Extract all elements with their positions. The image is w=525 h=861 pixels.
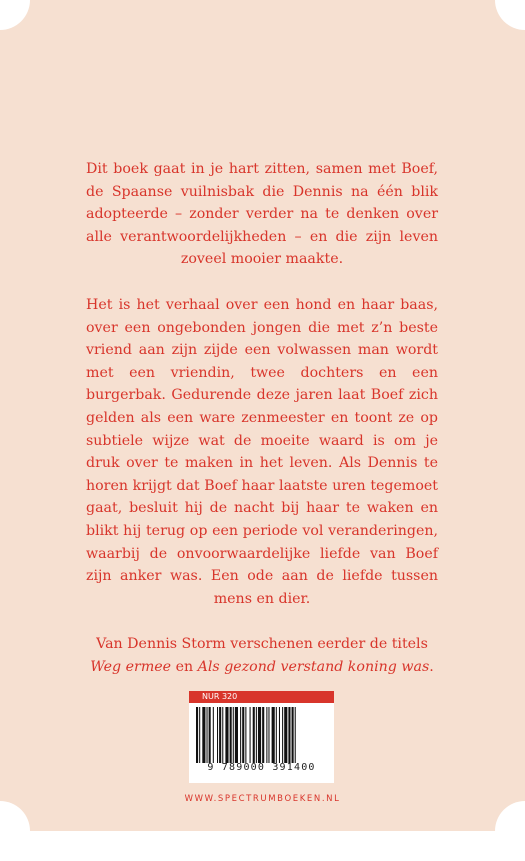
p3-suffix: .: [429, 658, 434, 675]
blurb-text: [86, 158, 438, 701]
book-title-1: Weg ermee: [90, 658, 172, 675]
p3-mid: en: [171, 658, 198, 675]
blurb-paragraph-1: Dit boek gaat in je hart zitten, samen met Boef, de Spaanse vuilnisbak die Dennis na één blik adopteerde – zonder verder na te denken over alle verantwoordelijkheden – en die zijn leven zoveel mooier maakte.: [86, 161, 438, 268]
isbn-digits: 9 789000 391400: [207, 762, 316, 773]
corner-notch: [0, 0, 30, 30]
barcode: [196, 707, 328, 763]
publisher-website: WWW.SPECTRUMBOEKEN.NL: [184, 794, 341, 804]
blurb-paragraph-2: Het is het verhaal over een hond en haar baas, over een ongebonden jongen die met z’n beste vriend aan zijn zijde een volwassen man wordt met een vriendin, twee dochters en een burgerbak. Gedurende deze jaren laat Boef zich gelden als een ware zenmeester en toont ze op subtiele wijze wat de moeite waard is om je druk over te maken in het leven. Als Dennis te horen krijgt dat Boef haar laatste uren tegemoet gaat, besluit hij de nacht bij haar te waken en blikt hij terug op een periode vol veranderingen, waarbij de onvoorwaardelijke liefde van Boef zijn anker was. Een ode aan de liefde tussen mens en dier.: [86, 296, 438, 607]
blurb-paragraph-3: [86, 633, 438, 678]
corner-notch: [0, 801, 30, 861]
barcode-box: [189, 691, 334, 783]
nur-label: NUR 320: [189, 691, 334, 703]
corner-notch: [495, 0, 525, 30]
p3-prefix: Van Dennis Storm verschenen eerder de titels: [96, 636, 428, 653]
book-title-2: Als gezond verstand koning was: [197, 658, 430, 675]
corner-notch: [495, 801, 525, 861]
